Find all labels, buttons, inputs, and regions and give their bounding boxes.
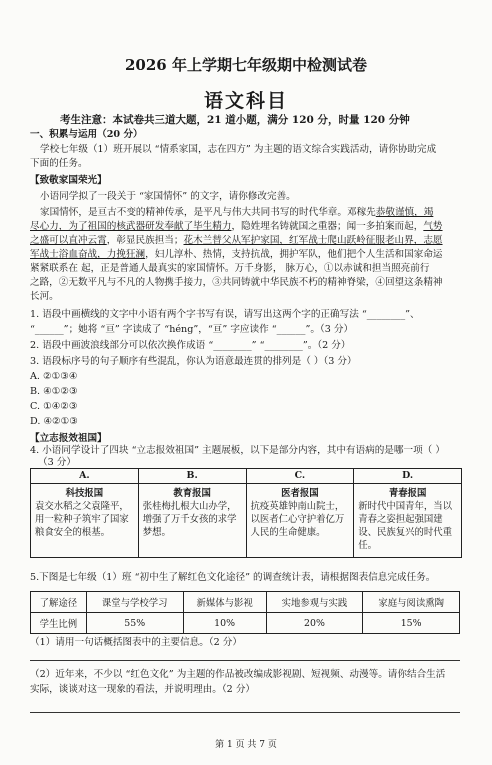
option-a: A. ②①③④ [30, 371, 78, 382]
table-cell: 15% [363, 613, 460, 634]
option-b: B. ④①②③ [30, 386, 78, 397]
passage-line-6: 之路，②无数平凡与不凡的人物携手接力，③共同铸就中华民族不朽的精神脊梁，④回望这条精神 [30, 277, 443, 288]
passage-text: 家国情怀，是亘古不变的精神传承，是平凡与伟大共同书写的时代华章。邓稼先 [40, 207, 376, 218]
board-b [139, 469, 247, 557]
question-4-line-1: 4. 小语同学设计了四块 “立志报效祖国” 主题展板，以下是部分内容，其中有语病的是哪一项（ ） [30, 445, 445, 456]
table-header-cell: 新媒体与影视 [183, 592, 266, 613]
question-4-line-2: （3 分） [38, 457, 76, 468]
board-body: 新时代中国青年，当以青春之姿担起强国建设、民族复兴的时代重任。 [358, 501, 453, 551]
question-5-sub-2-line-1: （2）近年来，不少以 “红色文化” 为主题的作品被改编成影视剧、短视频、动漫等。请你结合生活 [30, 669, 446, 680]
underlined-phrase: 尽心力，为了祖国的核武器研发奉献了毕生精力 [30, 221, 232, 232]
board-body: 张桂梅扎根大山办学，增强了万千女孩的求学梦想。 [142, 501, 237, 538]
board-letter: C. [247, 469, 354, 484]
board-a [31, 469, 139, 557]
table-header-cell: 课堂与学校学习 [86, 592, 183, 613]
board-subtitle: 医者报国 [281, 488, 319, 499]
survey-table [30, 591, 460, 634]
underlined-phrase: 军战士浴血奋战，力挽狂澜 [30, 249, 146, 260]
question-2: 2. 语段中画波浪线部分可以依次换作成语 “________” “________”。（2 分） [30, 340, 351, 351]
underlined-phrase: 花木兰替父从军护家国，红军战士爬山跃岭征服老山界，志愿 [183, 235, 443, 246]
exam-title: 2026 年上学期七年级期中检测试卷 [125, 56, 367, 74]
question-1-line-1: 1. 语段中画横线的文字中小语有两个字书写有误，请写出这两个字的正确写法 “________”、 [30, 309, 420, 320]
passage-line-7: 长河。 [30, 291, 59, 302]
table-header-cell: 实地参观与实践 [266, 592, 363, 613]
table-header-cell: 家庭与阅读熏陶 [363, 592, 460, 613]
question-5-sub-2-line-2: 实际，谈谈对这一现象的看法，并说明理由。（2 分） [30, 684, 256, 695]
task-label-1: 【致敬家国荣光】 [30, 175, 107, 186]
table-cell: 10% [183, 613, 266, 634]
board-subtitle: 青春报国 [388, 488, 427, 499]
table-cell: 20% [266, 613, 363, 634]
underlined-phrase: 恭敬谨慎，竭 [375, 207, 434, 218]
answer-line [30, 712, 460, 713]
intro-line-1: 学校七年级（1）班开展以 “情系家国，志在四方” 为主题的语文综合实践活动，请你协助完成 [40, 144, 437, 155]
question-5-intro: 5.下图是七年级（1）班 “初中生了解红色文化途径” 的调查统计表，请根据图表信息完成任务。 [30, 572, 436, 583]
exam-notice: 考生注意：本试卷共三道大题，21 道小题，满分 120 分，时量 120 分钟 [60, 114, 410, 126]
passage-line-3 [30, 234, 443, 247]
board-c [247, 469, 355, 557]
task-label-2: 【立志报效祖国】 [30, 433, 107, 444]
table-row-label: 学生比例 [31, 613, 87, 634]
board-subtitle: 科技报国 [65, 488, 104, 499]
subject-title: 语文科目 [203, 90, 288, 112]
table-cell: 55% [86, 613, 183, 634]
question-3: 3. 语段标序号的句子顺序有些混乱，你认为语意最连贯的排列是（ ）（3 分） [30, 356, 357, 367]
option-d: D. ④②①③ [30, 416, 78, 427]
section-heading: 一、积累与运用（20 分） [30, 129, 143, 140]
passage-text: ，隐姓埋名铸就国之重器；闻一多拍案而起， [231, 221, 424, 232]
answer-line [30, 660, 460, 661]
board-body: 抗疫英雄钟南山院士，以医者仁心守护着亿万人民的生命健康。 [250, 501, 345, 538]
passage-text: ，妇儿淳朴、热情，支持抗战，拥护军队，他们把个人生活和国家命运 [145, 249, 443, 260]
table-row [31, 613, 460, 634]
passage-line-5: 紧紧联系在 起，正是普通人最真实的家国情怀。万千身影， 脉万心，①以赤诚和担当照亮前行 [30, 263, 430, 274]
board-letter: A. [31, 469, 138, 484]
passage-line-4 [30, 248, 443, 261]
board-letter: D. [354, 469, 461, 484]
display-boards [30, 468, 462, 558]
passage-line-1 [40, 206, 433, 219]
option-c: C. ①④②③ [30, 401, 78, 412]
board-d [354, 469, 461, 557]
table-header-cell: 了解途径 [31, 592, 87, 613]
task-prompt: 小语同学拟了一段关于 “家国情怀” 的文字，请你修改完善。 [40, 191, 296, 202]
passage-line-2 [30, 220, 443, 233]
board-letter: B. [139, 469, 246, 484]
board-subtitle: 教育报国 [173, 488, 211, 499]
wavy-phrase: 气势 [423, 221, 443, 232]
question-1-line-2: “______”；她将 “亘” 字读成了 “héng”，“亘” 字应读作 “______”。（3 分） [30, 324, 354, 335]
intro-line-2: 下面的任务。 [30, 158, 88, 169]
page-footer: 第 1 页 共 7 页 [215, 740, 277, 750]
passage-text: ，彰显民族担当； [106, 235, 184, 246]
table-header-row [31, 592, 460, 613]
board-body: 袁交水稻之父袁隆平，用一粒种子筑牢了国家粮食安全的根基。 [35, 501, 129, 538]
wavy-phrase: 之盛可以直冲云霄 [30, 235, 107, 246]
question-5-sub-1: （1）请用一句话概括图表中的主要信息。（2 分） [30, 637, 242, 648]
